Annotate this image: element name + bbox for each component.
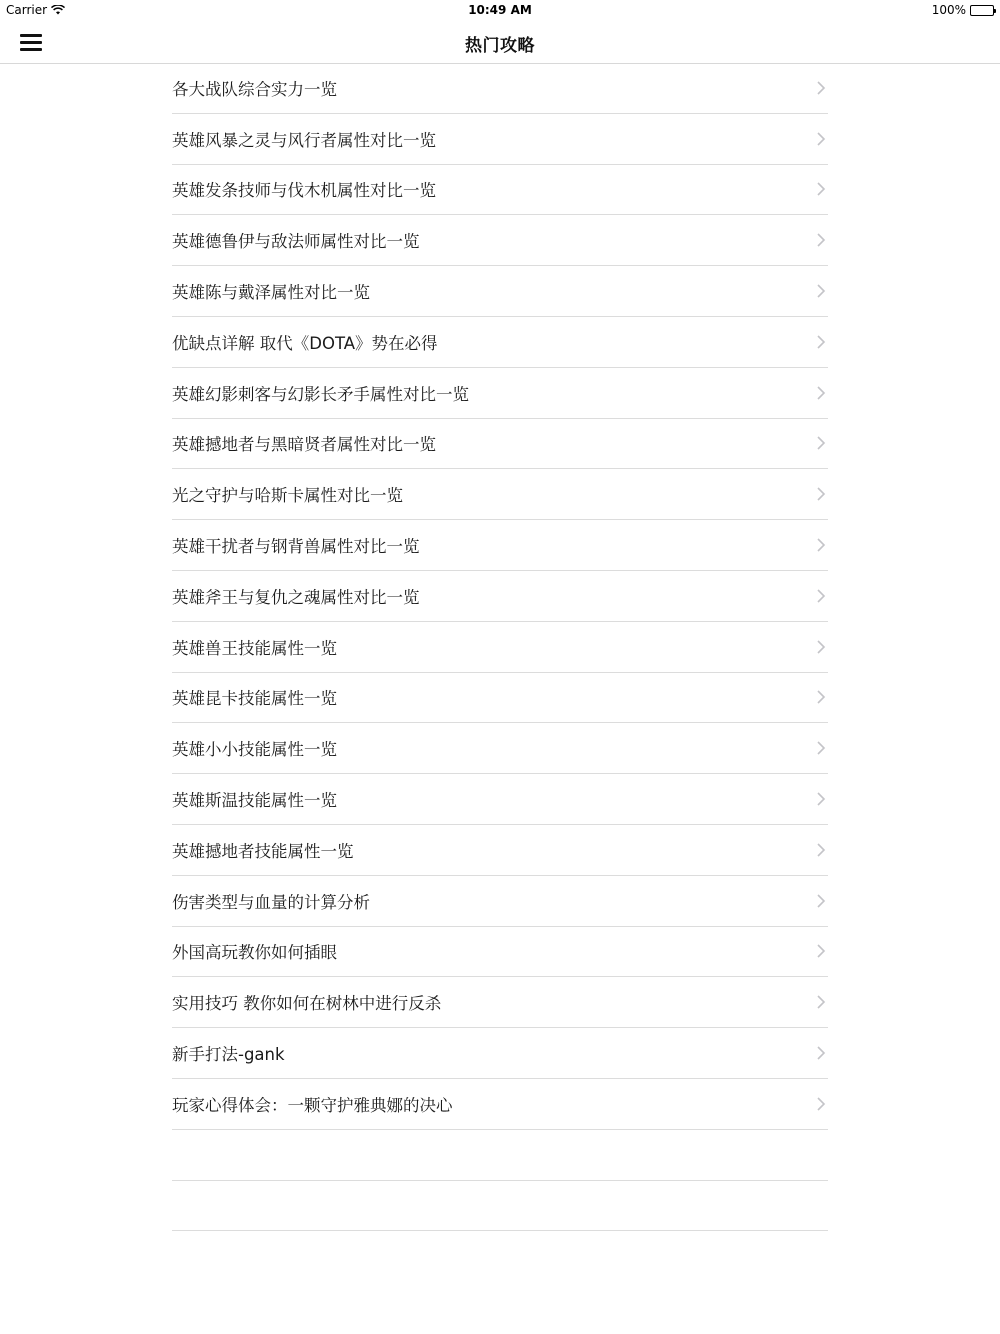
list-item[interactable] [172,215,828,266]
list-item[interactable] [172,469,828,520]
empty-row [172,1130,828,1181]
article-list [172,63,828,1231]
chevron-right-icon [816,385,826,401]
chevron-right-icon [816,994,826,1010]
list-item[interactable] [172,876,828,927]
empty-row [172,1181,828,1232]
list-item[interactable] [172,673,828,724]
chevron-right-icon [816,842,826,858]
chevron-right-icon [816,486,826,502]
carrier-label: Carrier [6,3,48,17]
chevron-right-icon [816,1045,826,1061]
status-bar [0,0,1000,20]
list-item[interactable] [172,825,828,876]
chevron-right-icon [816,283,826,299]
battery-percent: 100% [931,3,966,17]
list-item-label: 英雄昆卡技能属性一览 [172,689,337,709]
list-item-label: 英雄陈与戴泽属性对比一览 [172,283,370,303]
list-item-label: 英雄斯温技能属性一览 [172,791,337,811]
list-item-label: 英雄幻影刺客与幻影长矛手属性对比一览 [172,384,469,404]
list-item-label: 英雄德鲁伊与敌法师属性对比一览 [172,232,420,252]
chevron-right-icon [816,1096,826,1112]
chevron-right-icon [816,435,826,451]
list-item-label: 英雄兽王技能属性一览 [172,638,337,658]
list-item[interactable] [172,622,828,673]
list-item[interactable] [172,774,828,825]
chevron-right-icon [816,537,826,553]
list-item[interactable] [172,165,828,216]
list-item[interactable] [172,520,828,571]
battery-icon [970,5,994,16]
list-item[interactable] [172,317,828,368]
list-item-label: 实用技巧 教你如何在树林中进行反杀 [172,994,442,1014]
chevron-right-icon [816,181,826,197]
list-item-label: 光之守护与哈斯卡属性对比一览 [172,486,403,506]
chevron-right-icon [816,80,826,96]
list-item[interactable] [172,1079,828,1130]
list-item-label: 英雄撼地者技能属性一览 [172,841,354,861]
list-item-label: 英雄撼地者与黑暗贤者属性对比一览 [172,435,436,455]
list-item[interactable] [172,266,828,317]
chevron-right-icon [816,232,826,248]
chevron-right-icon [816,893,826,909]
chevron-right-icon [816,740,826,756]
list-item-label: 优缺点详解 取代《DOTA》势在必得 [172,333,438,353]
chevron-right-icon [816,689,826,705]
list-item[interactable] [172,114,828,165]
list-item-label: 玩家心得体会：一颗守护雅典娜的决心 [172,1095,453,1115]
list-item[interactable] [172,419,828,470]
list-item[interactable] [172,1028,828,1079]
chevron-right-icon [816,943,826,959]
list-item-label: 新手打法-gank [172,1045,285,1065]
list-item-label: 英雄发条技师与伐木机属性对比一览 [172,181,436,201]
list-item[interactable] [172,368,828,419]
status-right [932,3,994,17]
list-item-label: 英雄风暴之灵与风行者属性对比一览 [172,130,436,150]
list-item[interactable] [172,63,828,114]
list-item-label: 英雄小小技能属性一览 [172,740,337,760]
list-item-label: 英雄干扰者与钢背兽属性对比一览 [172,537,420,557]
list-item[interactable] [172,571,828,622]
list-item[interactable] [172,977,828,1028]
chevron-right-icon [816,334,826,350]
list-item[interactable] [172,723,828,774]
chevron-right-icon [816,791,826,807]
chevron-right-icon [816,588,826,604]
chevron-right-icon [816,639,826,655]
list-item-label: 伤害类型与血量的计算分析 [172,892,370,912]
list-item-label: 各大战队综合实力一览 [172,79,337,99]
list-item-label: 英雄斧王与复仇之魂属性对比一览 [172,587,420,607]
chevron-right-icon [816,131,826,147]
list-item-label: 外国高玩教你如何插眼 [172,943,337,963]
nav-bar [0,20,1000,64]
status-time: 10:49 AM [468,3,532,17]
page-title: 热门攻略 [465,36,535,56]
list-item[interactable] [172,927,828,978]
